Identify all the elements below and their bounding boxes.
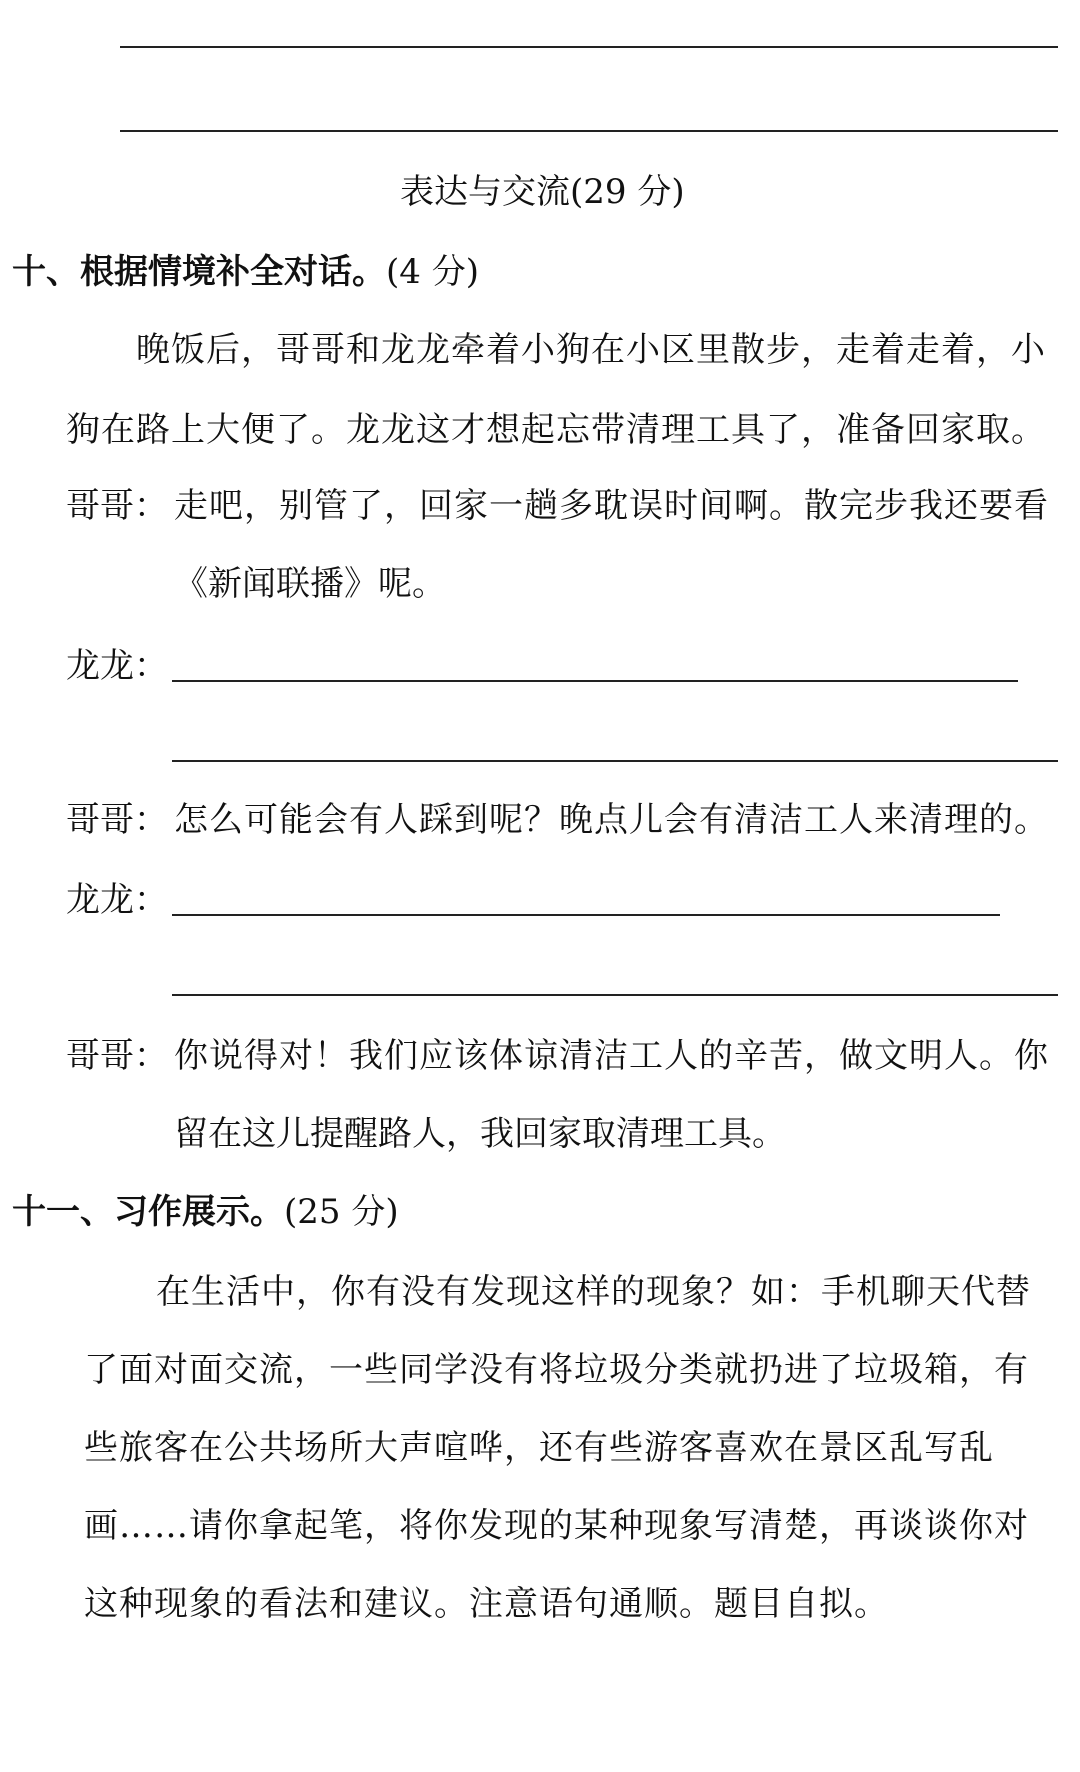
prompt-line-5: 这种现象的看法和建议。注意语句通顺。题目自拟。	[84, 1584, 889, 1624]
answer-line-longlong-2b[interactable]	[172, 994, 1058, 996]
scenario-line-1: 晚饭后，哥哥和龙龙牵着小狗在小区里散步，走着走着，小	[136, 330, 1046, 370]
dialogue-line-gege-1b: 《新闻联播》呢。	[174, 564, 446, 604]
dialogue-line-gege-3b: 留在这儿提醒路人，我回家取清理工具。	[174, 1114, 786, 1154]
dialogue-line-gege-3a: 你说得对！我们应该体谅清洁工人的辛苦，做文明人。你	[174, 1036, 1049, 1076]
answer-line-longlong-1b[interactable]	[172, 760, 1058, 762]
dialogue-speaker-longlong-2: 龙龙：	[66, 880, 168, 920]
question-10-points: (4 分)	[386, 252, 479, 292]
question-10-heading	[12, 252, 479, 292]
answer-line-longlong-1a[interactable]	[172, 680, 1018, 682]
prompt-line-1: 在生活中，你有没有发现这样的现象？如：手机聊天代替	[156, 1272, 1031, 1312]
prompt-line-2: 了面对面交流，一些同学没有将垃圾分类就扔进了垃圾箱，有	[84, 1350, 1029, 1390]
question-10-title: 根据情境补全对话。	[80, 252, 386, 292]
question-11-points: (25 分)	[284, 1192, 399, 1232]
question-10-number: 十、	[12, 252, 80, 292]
scenario-line-2: 狗在路上大便了。龙龙这才想起忘带清理工具了，准备回家取。	[66, 410, 1046, 450]
answer-line-top-1[interactable]	[120, 46, 1058, 48]
dialogue-speaker-gege-3: 哥哥：	[66, 1036, 168, 1076]
question-11-title: 习作展示。	[114, 1192, 284, 1232]
prompt-line-4: 画……请你拿起笔，将你发现的某种现象写清楚，再谈谈你对	[84, 1506, 1029, 1546]
dialogue-line-gege-1a: 走吧，别管了，回家一趟多耽误时间啊。散完步我还要看	[174, 486, 1049, 526]
question-11-number: 十一、	[12, 1192, 114, 1232]
section-title: 表达与交流(29 分)	[400, 172, 685, 212]
dialogue-speaker-gege-1: 哥哥：	[66, 486, 168, 526]
question-11-heading	[12, 1192, 399, 1232]
answer-line-longlong-2a[interactable]	[172, 914, 1000, 916]
answer-line-top-2[interactable]	[120, 130, 1058, 132]
dialogue-speaker-longlong-1: 龙龙：	[66, 646, 168, 686]
dialogue-speaker-gege-2: 哥哥：	[66, 800, 168, 840]
prompt-line-3: 些旅客在公共场所大声喧哗，还有些游客喜欢在景区乱写乱	[84, 1428, 994, 1468]
dialogue-line-gege-2a: 怎么可能会有人踩到呢？晚点儿会有清洁工人来清理的。	[174, 800, 1049, 840]
